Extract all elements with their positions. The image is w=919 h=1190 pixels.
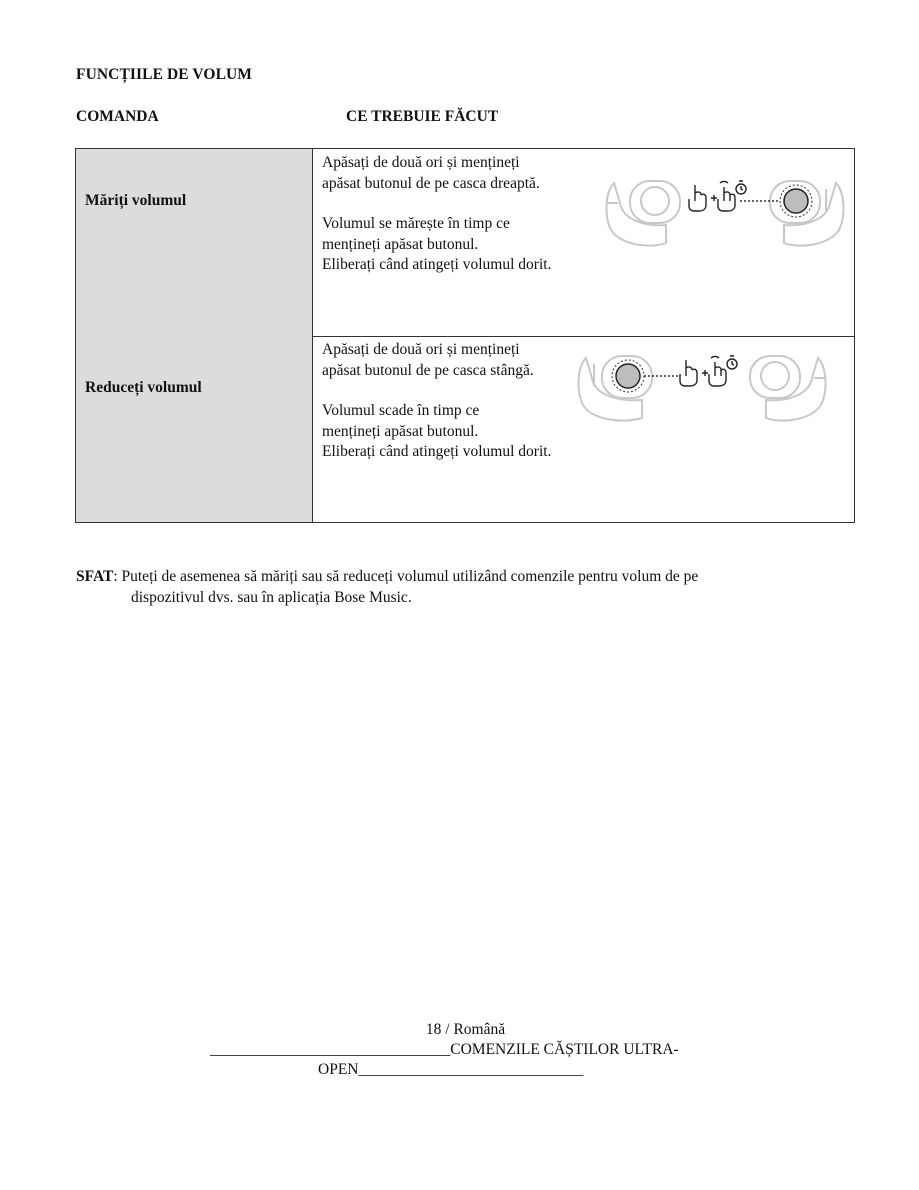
footer-title: _______________________________COMENZILE CĂȘTILOR ULTRA-	[210, 1041, 679, 1058]
instruction-line: Eliberați când atingeți volumul dorit.	[322, 443, 552, 460]
table-row	[76, 149, 854, 337]
instruction-line: mențineți apăsat butonul.	[322, 422, 479, 440]
earbuds-left-button-double-press-hold-icon	[572, 348, 832, 433]
volume-commands-table	[75, 148, 855, 523]
command-label: Măriți volumul	[85, 192, 187, 209]
tip-text: : Puteți de asemenea să măriți sau să reduceți volumul utilizând comenzile pentru volum de pe	[113, 568, 699, 585]
command-label: Reduceți volumul	[85, 379, 202, 396]
instruction-line: Volumul scade în timp ce	[322, 402, 480, 419]
tip-note	[76, 566, 836, 608]
instruction-line: Apăsați de două ori și mențineți	[322, 341, 520, 358]
footer-title-continued: OPEN_____________________________	[318, 1061, 584, 1078]
section-title: FUNCȚIILE DE VOLUM	[76, 66, 253, 83]
tip-text-continued: dispozitivul dvs. sau în aplicația Bose Music.	[131, 589, 412, 606]
instruction-line: apăsat butonul de pe casca stângă.	[322, 361, 534, 379]
earbuds-right-button-double-press-hold-icon	[600, 173, 850, 258]
instruction-line: Apăsați de două ori și mențineți	[322, 154, 520, 171]
command-cell	[76, 336, 313, 522]
instruction-line: mențineți apăsat butonul.	[322, 235, 479, 253]
instruction-line: Eliberați când atingeți volumul dorit.	[322, 256, 552, 273]
tip-label: SFAT	[76, 568, 114, 585]
column-header-command: COMANDA	[76, 108, 159, 125]
instruction-cell	[322, 153, 622, 276]
page-number: 18 / Română	[425, 1021, 506, 1038]
instruction-line: apăsat butonul de pe casca dreaptă.	[322, 174, 540, 192]
table-row	[76, 336, 854, 522]
instruction-line: Volumul se mărește în timp ce	[322, 215, 510, 232]
column-header-action: CE TREBUIE FĂCUT	[346, 108, 499, 125]
command-cell	[76, 149, 313, 336]
